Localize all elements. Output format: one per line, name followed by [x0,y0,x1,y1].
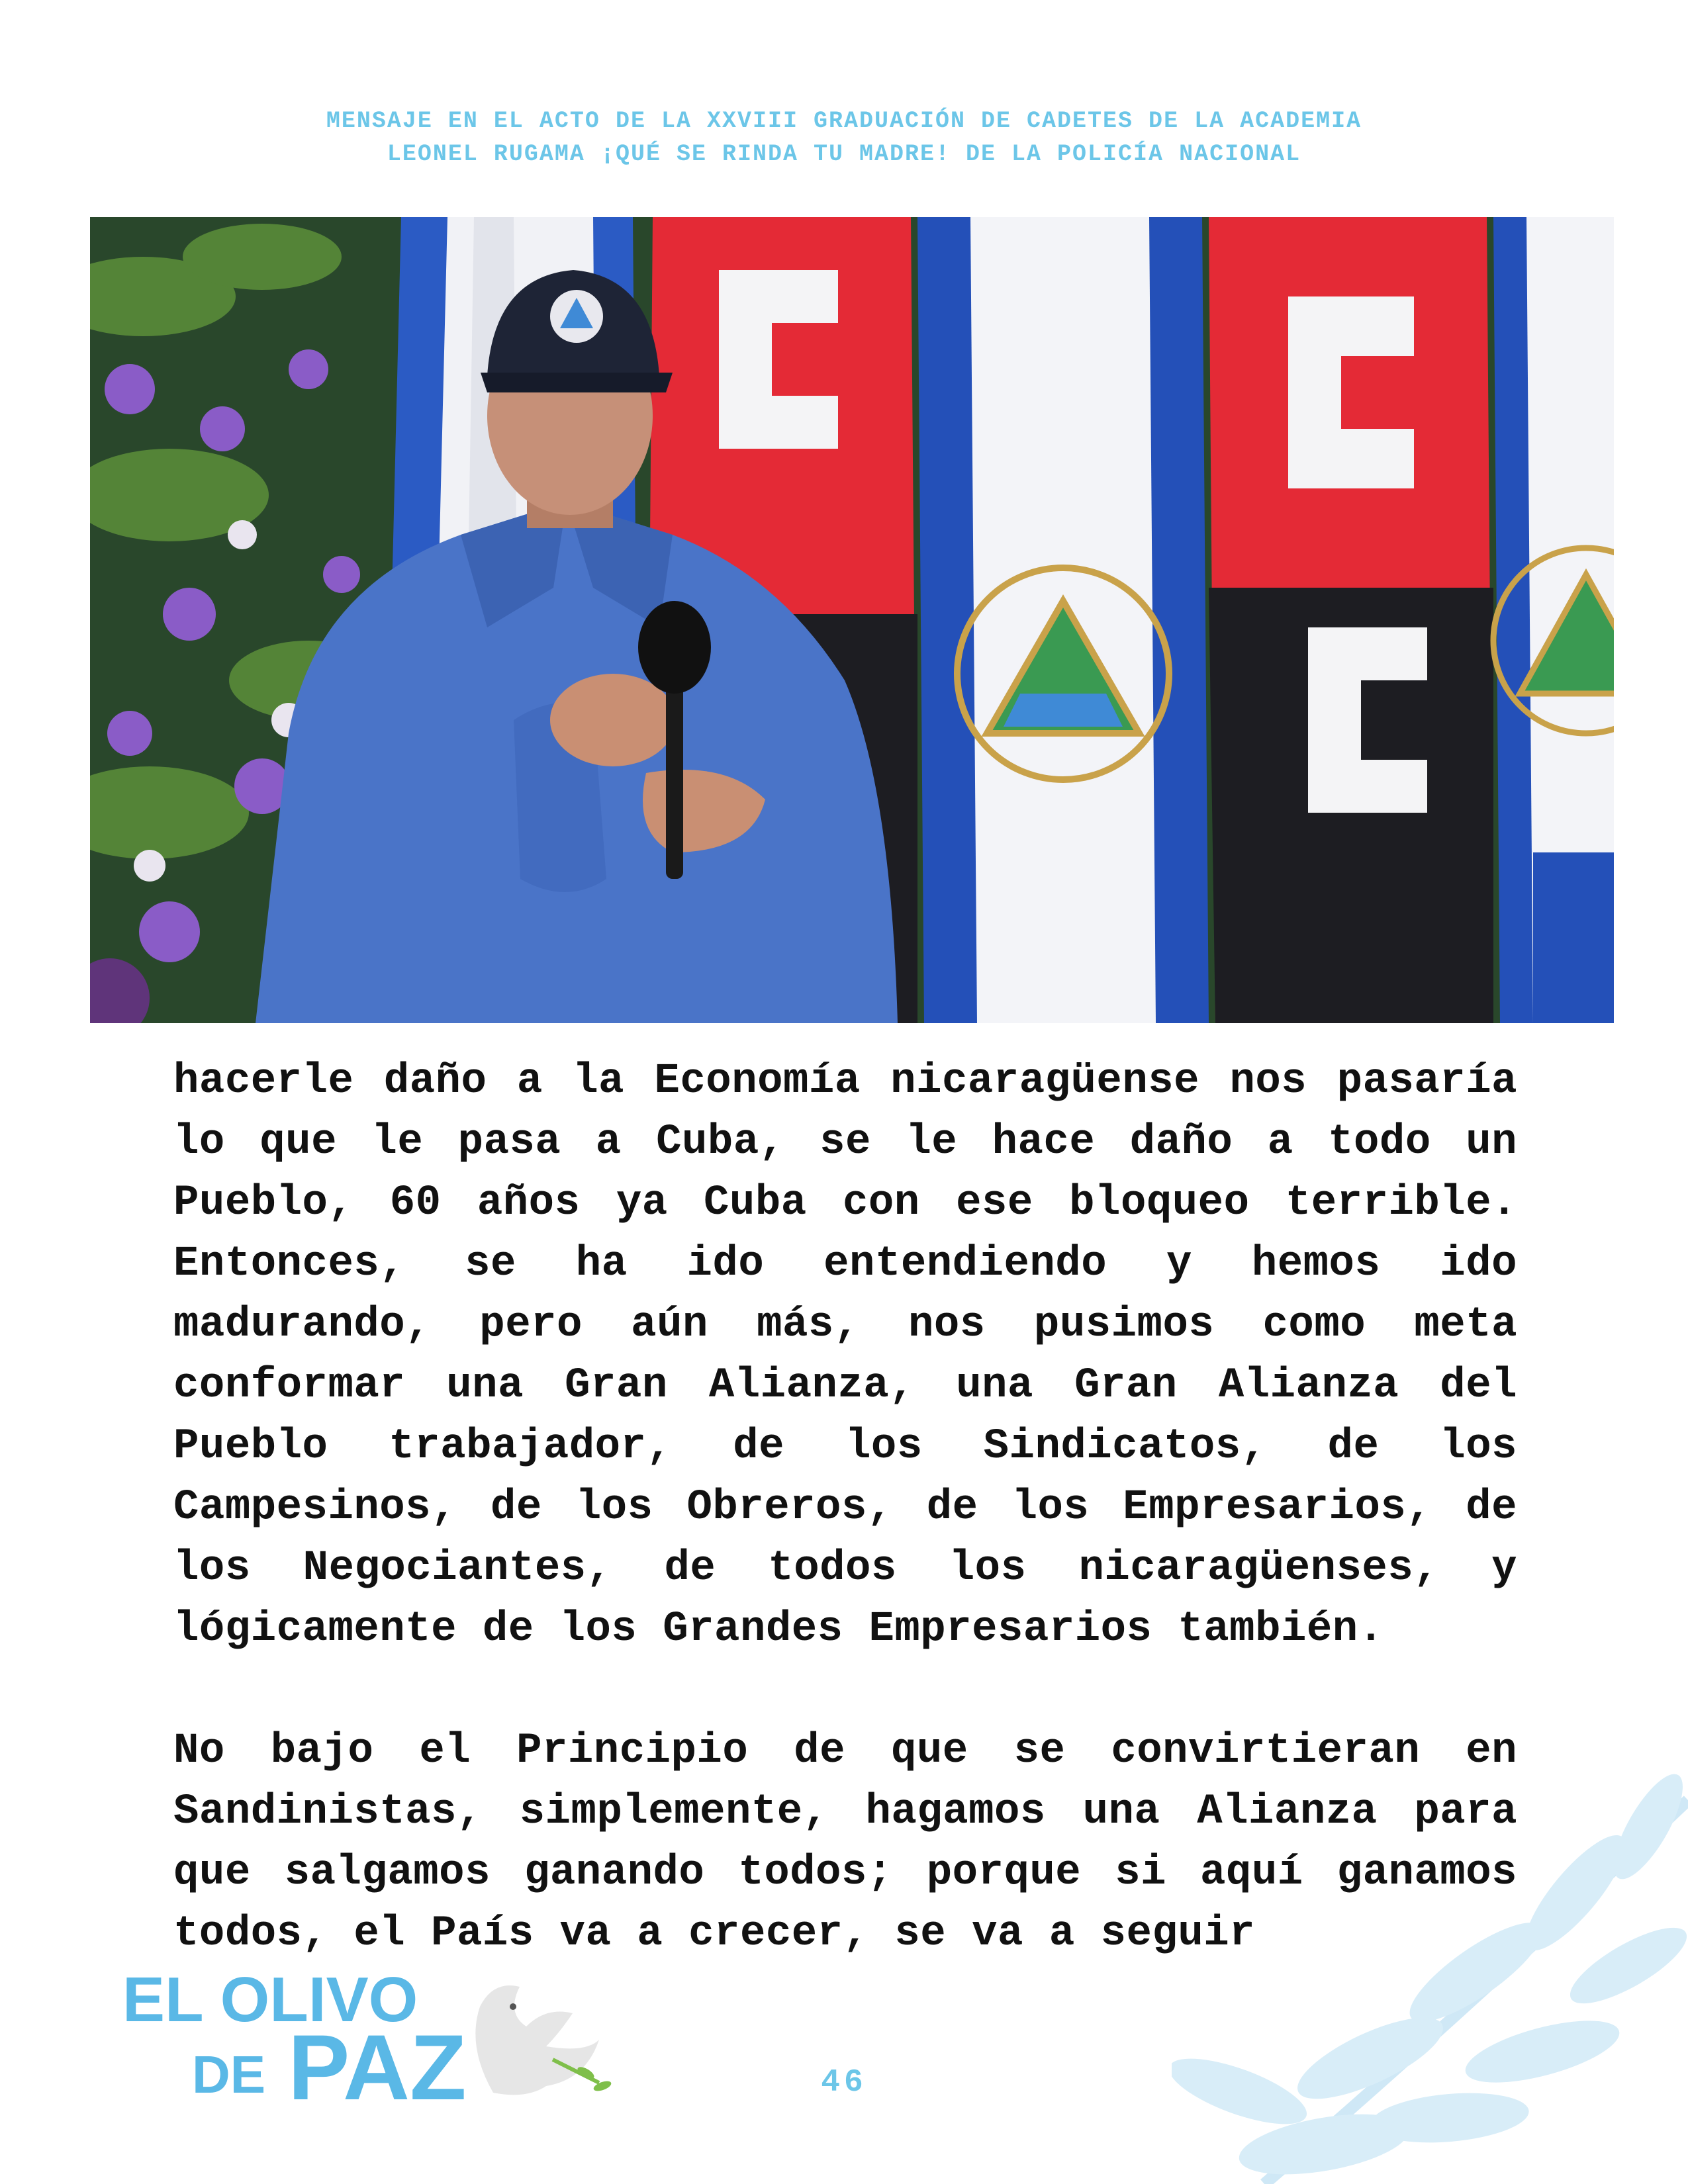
logo-line-2-paz: PAZ [288,2015,467,2106]
logo-line-1: EL OLIVO [122,1967,418,2035]
header-line-1: MENSAJE EN EL ACTO DE LA XXVIII GRADUACIÓN DE CADETES DE LA ACADEMIA [326,108,1362,134]
dove-icon [475,1985,612,2095]
speaker-photo [90,217,1614,1023]
paragraph-2: No bajo el Principio de que se convirtieran en Sandinistas, simplemente, hagamos una Alianza para que salgamos ganando todos; porque si aquí ganamos todos, el País va a crecer, se va a seguir [173,1727,1517,1958]
paragraph-1: hacerle daño a la Economía nicaragüense nos pasaría lo que le pasa a Cuba, se le hace daño a todo un Pueblo, 60 años ya Cuba con ese bloqueo terrible. Entonces, se ha ido entendiendo y hemos ido madurando, pero aún más, nos pusimos como meta conformar una Gran Alianza, una Gran Alianza del Pueblo trabajador, de los Sindicatos, de los Campesinos, de los Obreros, de los Empresarios, de los Negociantes, de todos los nicaragüenses, y lógicamente de los Grandes Empresarios también. [173,1058,1517,1653]
logo-line-2-de: DE [192,2045,266,2104]
el-olivo-de-paz-logo [122,1967,626,2106]
running-header [0,105,1688,171]
page-number: 46 [821,2065,867,2101]
olive-branch-watermark [1172,1747,1688,2184]
header-line-2: LEONEL RUGAMA ¡QUÉ SE RINDA TU MADRE! DE LA POLICÍA NACIONAL [387,141,1301,167]
